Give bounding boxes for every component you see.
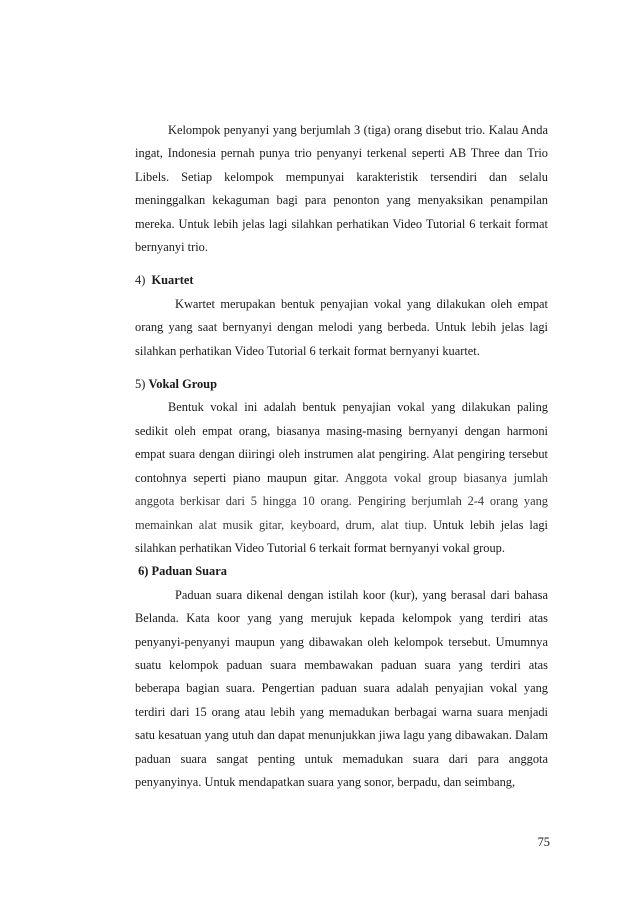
heading-paduan-suara	[135, 560, 548, 583]
spacer	[135, 363, 548, 373]
paragraph-trio: Kelompok penyanyi yang berjumlah 3 (tiga) orang disebut trio. Kalau Anda ingat, Indonesia pernah punya trio penyanyi terkenal seperti AB Three dan Trio Libels. Setiap kelompok mempunyai karakteristik tersendiri dan selalu meninggalkan kekaguman bagi para penonton yang menyaksikan penampilan mereka. Untuk lebih jelas lagi silahkan perhatikan Video Tutorial 6 terkait format bernyanyi trio.	[135, 123, 548, 255]
paragraph-vokal-group-part2: Anggota vokal group biasanya jumlah anggota berkisar dari 5 hingga 10 orang. Pengiring berjumlah 2-4 orang yang memainkan alat musik gitar, keyboard, drum, alat tiup.	[135, 470, 548, 532]
page-content	[135, 119, 548, 794]
heading-vokal-group-title: Vokal Group	[148, 377, 217, 392]
heading-kuartet-title: Kuartet	[151, 273, 194, 288]
paragraph-paduan-suara: Paduan suara dikenal dengan istilah koor (kur), yang berasal dari bahasa Belanda. Kata koor yang yang merujuk kepada kelompok yang terdiri atas penyanyi-penyanyi maupun yang dibawakan oleh kelompok tersebut. Umumnya suatu kelompok paduan suara membawakan paduan suara yang terdiri atas beberapa bagian suara. Pengertian paduan suara adalah penyajian vokal yang terdiri dari 15 orang atau lebih yang memadukan berbagai warna suara menjadi satu kesatuan yang utuh dan dapat menunjukkan jiwa lagu yang dibawakan. Dalam paduan suara sangat penting untuk memadukan suara dari para anggota penyanyinya. Untuk mendapatkan suara yang sonor, berpadu, dan seimbang,	[135, 587, 548, 789]
heading-vokal-group-number: 5)	[135, 377, 146, 392]
paragraph-vokal-group	[135, 396, 548, 560]
spacer	[135, 259, 548, 269]
paragraph-kuartet: Kwartet merupakan bentuk penyajian vokal yang dilakukan oleh empat orang yang saat bernyanyi dengan melodi yang berbeda. Untuk lebih jelas lagi silahkan perhatikan Video Tutorial 6 terkait format bernyanyi kuartet.	[135, 296, 548, 358]
paragraph-vokal-group-part3: Untuk lebih jelas lagi silahkan perhatikan Video Tutorial 6 terkait format bernyanyi vokal group.	[135, 517, 548, 555]
heading-kuartet-number: 4)	[135, 273, 146, 288]
heading-kuartet	[135, 269, 548, 292]
page-number: 75	[537, 835, 550, 849]
heading-paduan-suara-title: Paduan Suara	[151, 564, 227, 579]
heading-vokal-group	[135, 373, 548, 396]
paragraph-vokal-group-part1: Bentuk vokal ini adalah bentuk penyajian vokal yang dilakukan paling sedikit oleh empat orang, biasanya masing-masing bernyanyi dengan harmoni empat suara dengan diiringi oleh instrumen alat pengiring. Alat pengiring tersebut contohnya seperti piano maupun gitar.	[135, 400, 548, 485]
heading-paduan-suara-number: 6)	[138, 564, 149, 579]
